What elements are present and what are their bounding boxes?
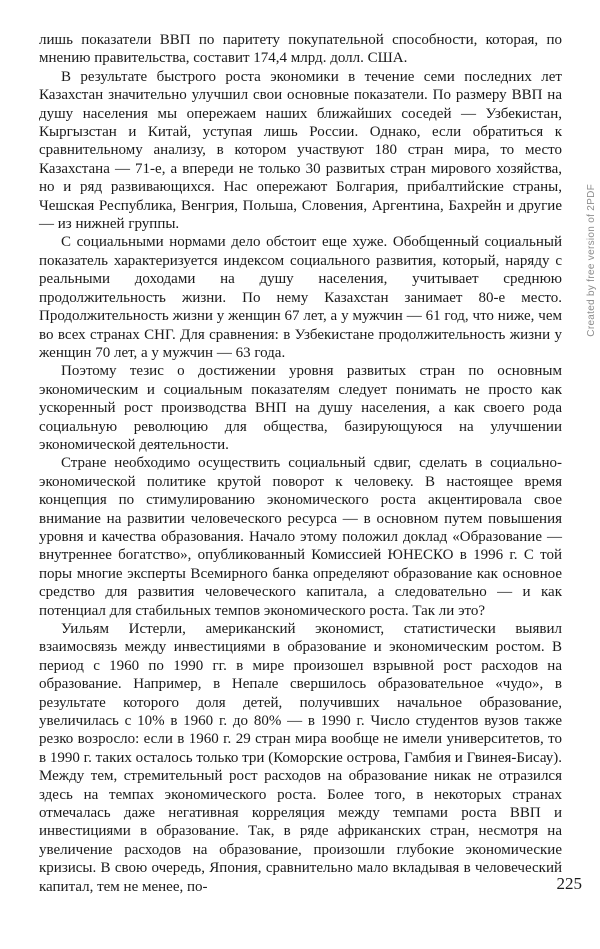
page-text-block (39, 31, 562, 896)
paragraph-continuation: лишь показатели ВВП по паритету покупательной способности, которая, по мнению правительства, составит 174,4 млрд. долл. США. (39, 32, 562, 67)
paragraph: С социальными нормами дело обстоит еще хуже. Обобщенный социальный показатель характеризуется индексом социального развития, который, наряду с реальными доходами на душу населения, учитывает среднюю продолжительность жизни. По нему Казахстан занимает 80-е место. Продолжительность жизни у женщин 67 лет, а у мужчин — 61 год, что ниже, чем во всех странах СНГ. Для сравнения: в Узбекистане продолжительность жизни у женщин 70 лет, а у мужчин — 63 года. (39, 234, 562, 361)
page-number: 225 (556, 874, 582, 893)
paragraph: Уильям Истерли, американский экономист, статистически выявил взаимосвязь между инвестициями в образование и экономическим ростом. В период с 1960 по 1990 гг. в мире произошел взрывной рост расходов на образование. Например, в Непале свершилось образовательное «чудо», в результате которого доля детей, получивших начальное образование, увеличилась с 10% в 1960 г. до 80% — в 1990 г. Число студентов вузов также резко возросло: если в 1960 г. 29 стран мира вообще не имели университетов, то в 1990 г. таких осталось только три (Коморские острова, Гамбия и Гвинея-Бисау). Между тем, стремительный рост расходов на образование никак не отразился здесь на темпах экономического роста. Более того, в некоторых странах отмечалась даже негативная корреляция между темпами роста ВВП и инвестициями в образование. Так, в ряде африканских стран, несмотря на увеличение расходов на образование, произошли глубокие экономические кризисы. В свою очередь, Япония, сравнительно мало вкладывая в человеческий капитал, тем не менее, по- (39, 621, 562, 895)
pdf-watermark: Created by free version of 2PDF (586, 184, 597, 337)
paragraph: Поэтому тезис о достижении уровня развитых стран по основным экономическим и социальным показателям следует понимать не просто как ускоренный рост производства ВНП на душу населения, а как своего рода социальную революцию для общества, базирующуюся на улучшении экономической деятельности. (39, 363, 562, 453)
paragraph: В результате быстрого роста экономики в течение семи последних лет Казахстан значительно улучшил свои основные показатели. По размеру ВВП на душу населения мы опережаем наших ближайших соседей — Узбекистан, Кыргызстан и Китай, уступая лишь России. Однако, если обратиться к сравнительному анализу, в котором участвуют 180 стран мира, то место Казахстана — 71-е, а впереди не только 30 развитых стран мирового хозяйства, но и ряд развивающихся. Нас опережают Болгария, прибалтийские страны, Чешская Республика, Венгрия, Польша, Словения, Аргентина, Бахрейн и другие — из нижней группы. (39, 68, 562, 233)
paragraph: Стране необходимо осуществить социальный сдвиг, сделать в социально-экономической политике крутой поворот к человеку. В настоящее время концепция по стимулированию экономического роста акцентировала свое внимание на развитии человеческого ресурса — в основном путем повышения уровня и качества образования. Начало этому положил доклад «Образование — внутреннее богатство», опубликованный Комиссией ЮНЕСКО в 1996 г. С той поры многие эксперты Всемирного банка определяют образование как основное средство для развития человеческого капитала, а следовательно — и как потенциал для стабильных темпов экономического роста. Так ли это? (39, 455, 562, 619)
